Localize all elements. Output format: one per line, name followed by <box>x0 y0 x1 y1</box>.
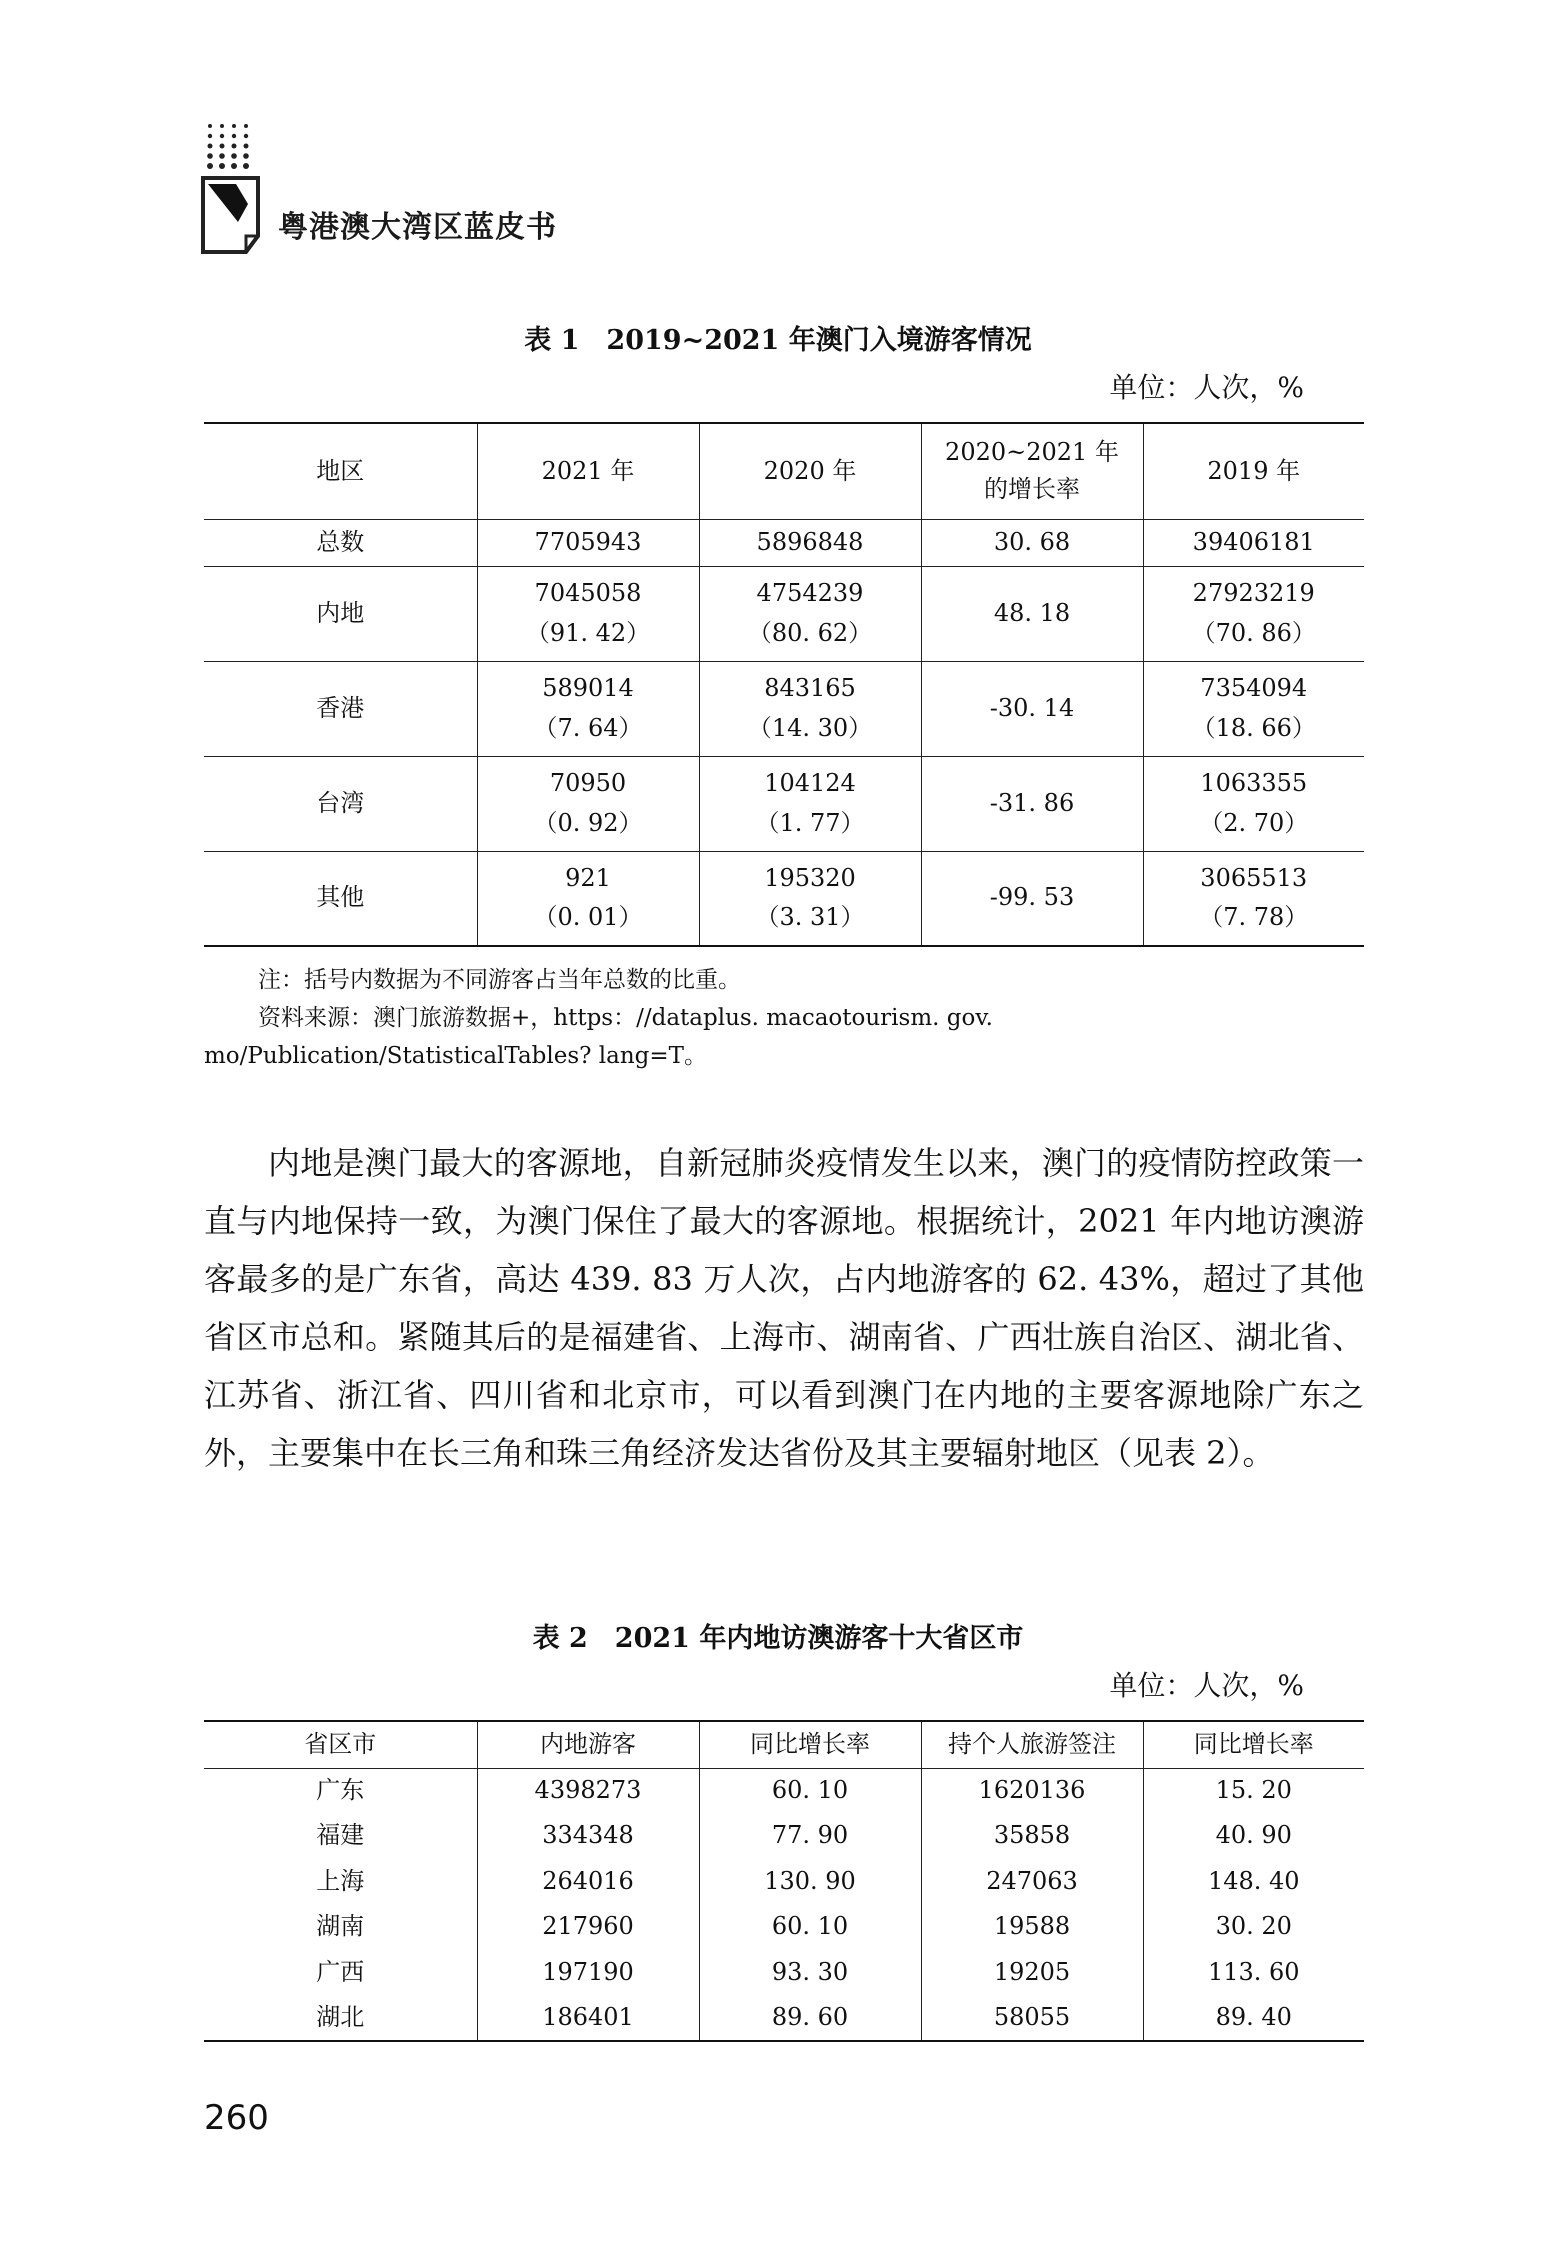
table2-cell: 40. 90 <box>1215 1821 1292 1850</box>
table1-cell: 7045058 （91. 42） <box>477 566 699 661</box>
table2-cell: 35858 <box>921 1814 1143 1860</box>
table2 <box>204 1720 1364 2042</box>
table-row <box>204 1814 1364 1860</box>
table2-cell: 89. 60 <box>699 1996 921 2042</box>
table2-cell: 247063 <box>921 1859 1143 1905</box>
body-paragraph: 内地是澳门最大的客源地，自新冠肺炎疫情发生以来，澳门的疫情防控政策一直与内地保持一致，为澳门保住了最大的客源地。根据统计，2021 年内地访澳游客最多的是广东省，高达 439. 83 万人次，占内地游客的 62. 43%，超过了其他省区市总和。紧随其后的是福建省、上海市、湖南省、广西壮族自治区、湖北省、江苏省、浙江省、四川省和北京市，可以看到澳门在内地的主要客源地除广东之外，主要集中在长三角和珠三角经济发达省份及其主要辐射地区（见表 2）。 <box>204 1144 1364 1472</box>
table-row <box>204 519 1364 566</box>
table2-header-cell: 内地游客 <box>477 1721 699 1768</box>
table-row <box>204 1768 1364 1814</box>
table1-header-cell: 2020~2021 年的增长率 <box>921 423 1143 519</box>
table1-cell: 27923219 （70. 86） <box>1143 566 1364 661</box>
table2-cell: 15. 20 <box>1215 1776 1292 1805</box>
table1-cell: 195320 （3. 31） <box>699 851 921 946</box>
book-title: 粤港澳大湾区蓝皮书 <box>278 210 557 245</box>
table1-cell: 7354094 （18. 66） <box>1143 661 1364 756</box>
table1-header-cell: 地区 <box>204 423 477 519</box>
table1-source: 资料来源：澳门旅游数据+，https：//dataplus. macaotourism. gov. mo/Publication/StatisticalTables? lang=T。 <box>204 1005 993 1069</box>
table2-cell: 广东 <box>204 1768 477 1814</box>
table-row <box>204 1996 1364 2042</box>
table-row <box>204 1859 1364 1905</box>
table2-cell: 186401 <box>477 1996 699 2042</box>
table2-header-cell: 同比增长率 <box>1143 1721 1364 1768</box>
table1-cell: 70950 （0. 92） <box>477 756 699 851</box>
table2-cell: 93. 30 <box>699 1950 921 1996</box>
table1-unit: 单位：人次，% <box>1109 371 1304 404</box>
table1-cell: 7705943 <box>477 519 699 566</box>
table2-cell: 湖北 <box>204 1996 477 2042</box>
table2-cell: 334348 <box>477 1814 699 1860</box>
table1-cell: 30. 68 <box>921 519 1143 566</box>
table2-cell: 19588 <box>921 1905 1143 1951</box>
table1-cell: 其他 <box>204 851 477 946</box>
table1-cell: 5896848 <box>699 519 921 566</box>
table1-cell: 总数 <box>204 519 477 566</box>
table1 <box>204 422 1364 947</box>
table2-header-row <box>204 1721 1364 1768</box>
table1-cell: 3065513 （7. 78） <box>1199 863 1309 932</box>
table2-cell: 113. 60 <box>1207 1957 1300 1986</box>
table1-header-cell: 2021 年 <box>477 423 699 519</box>
table1-header-cell: 2019 年 <box>1143 423 1364 519</box>
table2-cell: 上海 <box>204 1859 477 1905</box>
table1-cell: 内地 <box>204 566 477 661</box>
table2-cell: 148. 40 <box>1207 1866 1300 1895</box>
table-row <box>204 661 1364 756</box>
table2-cell: 19205 <box>921 1950 1143 1996</box>
table2-cell: 58055 <box>921 1996 1143 2042</box>
table2-cell: 1620136 <box>921 1768 1143 1814</box>
table1-cell: 台湾 <box>204 756 477 851</box>
table1-cell: 香港 <box>204 661 477 756</box>
table-row <box>204 1905 1364 1951</box>
table1-header-cell: 2020 年 <box>699 423 921 519</box>
table-row <box>204 756 1364 851</box>
table2-cell: 福建 <box>204 1814 477 1860</box>
table1-cell: -30. 14 <box>921 661 1143 756</box>
table-row <box>204 1950 1364 1996</box>
table2-cell: 77. 90 <box>699 1814 921 1860</box>
table2-cell: 60. 10 <box>699 1905 921 1951</box>
table1-cell: -31. 86 <box>921 756 1143 851</box>
table2-header-cell: 同比增长率 <box>699 1721 921 1768</box>
book-series-logo-icon <box>200 118 270 258</box>
table1-cell: 1063355 （2. 70） <box>1143 756 1364 851</box>
table1-cell: -99. 53 <box>921 851 1143 946</box>
table2-cell: 130. 90 <box>699 1859 921 1905</box>
table2-header-cell: 持个人旅游签注 <box>921 1721 1143 1768</box>
table2-unit: 单位：人次，% <box>1109 1669 1304 1702</box>
table-row <box>204 566 1364 661</box>
table1-cell: 589014 （7. 64） <box>477 661 699 756</box>
table1-cell: 921 （0. 01） <box>477 851 699 946</box>
table1-cell: 104124 （1. 77） <box>699 756 921 851</box>
table2-cell: 60. 10 <box>699 1768 921 1814</box>
table2-cell: 30. 20 <box>1215 1912 1292 1941</box>
table1-cell: 39406181 <box>1143 519 1364 566</box>
table2-cell: 197190 <box>477 1950 699 1996</box>
table1-note: 注：括号内数据为不同游客占当年总数的比重。 <box>258 967 741 993</box>
table2-cell: 4398273 <box>477 1768 699 1814</box>
table2-cell: 广西 <box>204 1950 477 1996</box>
table2-header-cell: 省区市 <box>204 1721 477 1768</box>
table1-cell: 4754239 （80. 62） <box>699 566 921 661</box>
table1-header-row <box>204 423 1364 519</box>
table2-cell: 89. 40 <box>1215 2002 1292 2031</box>
table2-cell: 湖南 <box>204 1905 477 1951</box>
table1-cell: 48. 18 <box>921 566 1143 661</box>
table2-cell: 217960 <box>477 1905 699 1951</box>
table-row <box>204 851 1364 946</box>
page-number: 260 <box>204 2098 269 2138</box>
page-header <box>200 118 800 258</box>
table2-cell: 264016 <box>477 1859 699 1905</box>
table1-cell: 843165 （14. 30） <box>699 661 921 756</box>
table1-title: 表 1 2019~2021 年澳门入境游客情况 <box>524 325 1032 356</box>
table2-title: 表 2 2021 年内地访澳游客十大省区市 <box>532 1623 1024 1654</box>
